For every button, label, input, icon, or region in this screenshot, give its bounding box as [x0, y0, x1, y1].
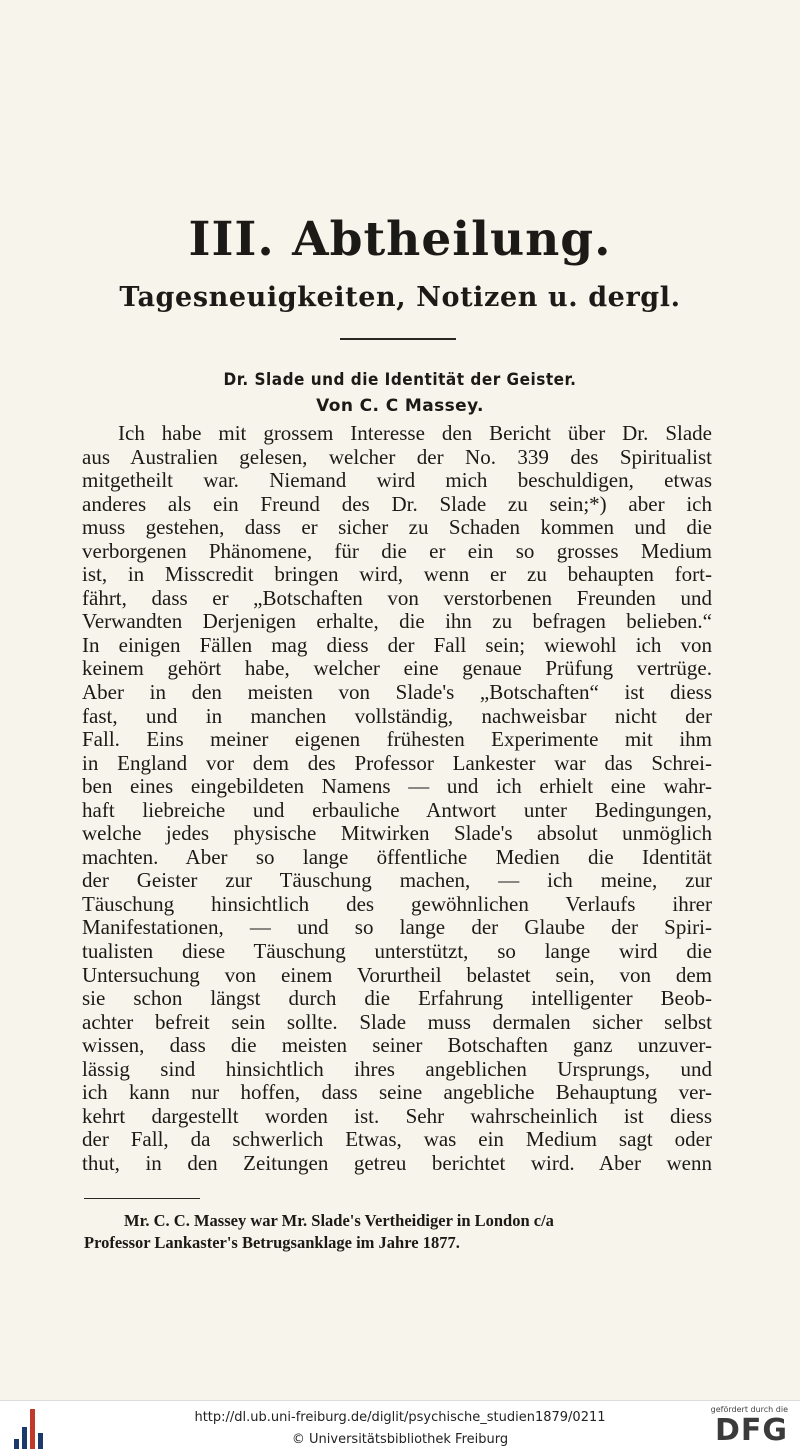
body-line: fährt, dass er „Botschaften von verstorbenen Freunden und [82, 585, 712, 610]
body-line: kehrt dargestellt worden ist. Sehr wahrscheinlich ist diess [82, 1103, 712, 1128]
body-line: Untersuchung von einem Vorurtheil belastet sein, von dem [82, 962, 712, 987]
body-line: Manifestationen, — und so lange der Glaube der Spiri- [82, 915, 712, 940]
body-line: machten. Aber so lange öffentliche Medien die Identität [82, 844, 712, 869]
body-line: tualisten diese Täuschung unterstützt, so lange wird die [82, 939, 712, 964]
body-line: ich kann nur hoffen, dass seine angebliche Behauptung ver- [82, 1080, 712, 1105]
body-line: ben eines eingebildeten Namens — und ich erhielt eine wahr- [82, 774, 712, 799]
article-author: Von C. C Massey. [316, 396, 484, 416]
dfg-logo-text: DFG [714, 1413, 788, 1448]
body-line: wissen, dass die meisten seiner Botschaften ganz unzuver- [82, 1033, 712, 1058]
article-body [82, 422, 712, 1176]
body-line: aus Australien gelesen, welcher der No. 339 des Spiritualist [82, 444, 712, 469]
body-line: Fall. Eins meiner eigenen frühesten Experimente mit ihm [82, 727, 712, 752]
body-line: muss gestehen, dass er sicher zu Schaden kommen und die [82, 515, 712, 540]
dfg-logo[interactable] [696, 1405, 788, 1453]
body-line: keinem gehört habe, welcher eine genaue Prüfung vertrüge. [82, 656, 712, 681]
body-line: Ich habe mit grossem Interesse den Bericht über Dr. Slade [118, 421, 712, 445]
document-url[interactable]: http://dl.ub.uni-freiburg.de/diglit/psychische_studien1879/0211 [194, 1410, 606, 1425]
body-line: sie schon längst durch die Erfahrung intelligenter Beob- [82, 986, 712, 1011]
section-subtitle: Tagesneuigkeiten, Notizen u. dergl. [119, 282, 681, 313]
body-line: der Fall, da schwerlich Etwas, was ein Medium sagt oder [82, 1127, 712, 1152]
article-title: Dr. Slade und die Identität der Geister. [223, 370, 577, 390]
body-line: der Geister zur Täuschung machen, — ich meine, zur [82, 868, 712, 893]
body-line: Täuschung hinsichtlich des gewöhnlichen Verlaufs ihrer [82, 891, 712, 916]
viewer-footer [0, 1400, 800, 1455]
body-line: Aber in den meisten von Slade's „Botschaften“ ist diess [82, 680, 712, 705]
body-line: lässig sind hinsichtlich ihres angeblichen Ursprungs, und [82, 1056, 712, 1081]
footnote-line: Mr. C. C. Massey war Mr. Slade's Vertheidiger in London c/a [124, 1211, 554, 1230]
body-line: anderes als ein Freund des Dr. Slade zu sein;*) aber ich [82, 491, 712, 516]
dfg-caption: gefördert durch die [710, 1405, 788, 1414]
body-line: mitgetheilt war. Niemand wird mich beschuldigen, etwas [82, 468, 712, 493]
body-line: in England vor dem des Professor Lankester war das Schrei- [82, 750, 712, 775]
body-line: thut, in den Zeitungen getreu berichtet wird. Aber wenn [82, 1150, 712, 1175]
footnote-line: Professor Lankaster's Betrugsanklage im Jahre 1877. [84, 1233, 460, 1252]
footnote-divider [84, 1198, 200, 1199]
body-line: haft liebreiche und erbauliche Antwort unter Bedingungen, [82, 797, 712, 822]
body-line: achter befreit sein sollte. Slade muss dermalen sicher selbst [82, 1009, 712, 1034]
body-line: In einigen Fällen mag diess der Fall sein; wiewohl ich von [82, 632, 712, 657]
body-line: ist, in Misscredit bringen wird, wenn er zu behaupten fort- [82, 562, 712, 587]
footnote [84, 1210, 714, 1254]
body-line: verborgenen Phänomene, für die er ein so grosses Medium [82, 538, 712, 563]
body-line: welche jedes physische Mitwirken Slade's absolut unmöglich [82, 821, 712, 846]
body-line: Verwandten Derjenigen erhalte, die ihn zu befragen belieben.“ [82, 609, 712, 634]
body-line: fast, und in manchen vollständig, nachweisbar nicht der [82, 703, 712, 728]
section-title: III. Abtheilung. [188, 212, 612, 267]
copyright-notice: © Universitätsbibliothek Freiburg [291, 1432, 509, 1447]
title-divider [340, 338, 456, 340]
